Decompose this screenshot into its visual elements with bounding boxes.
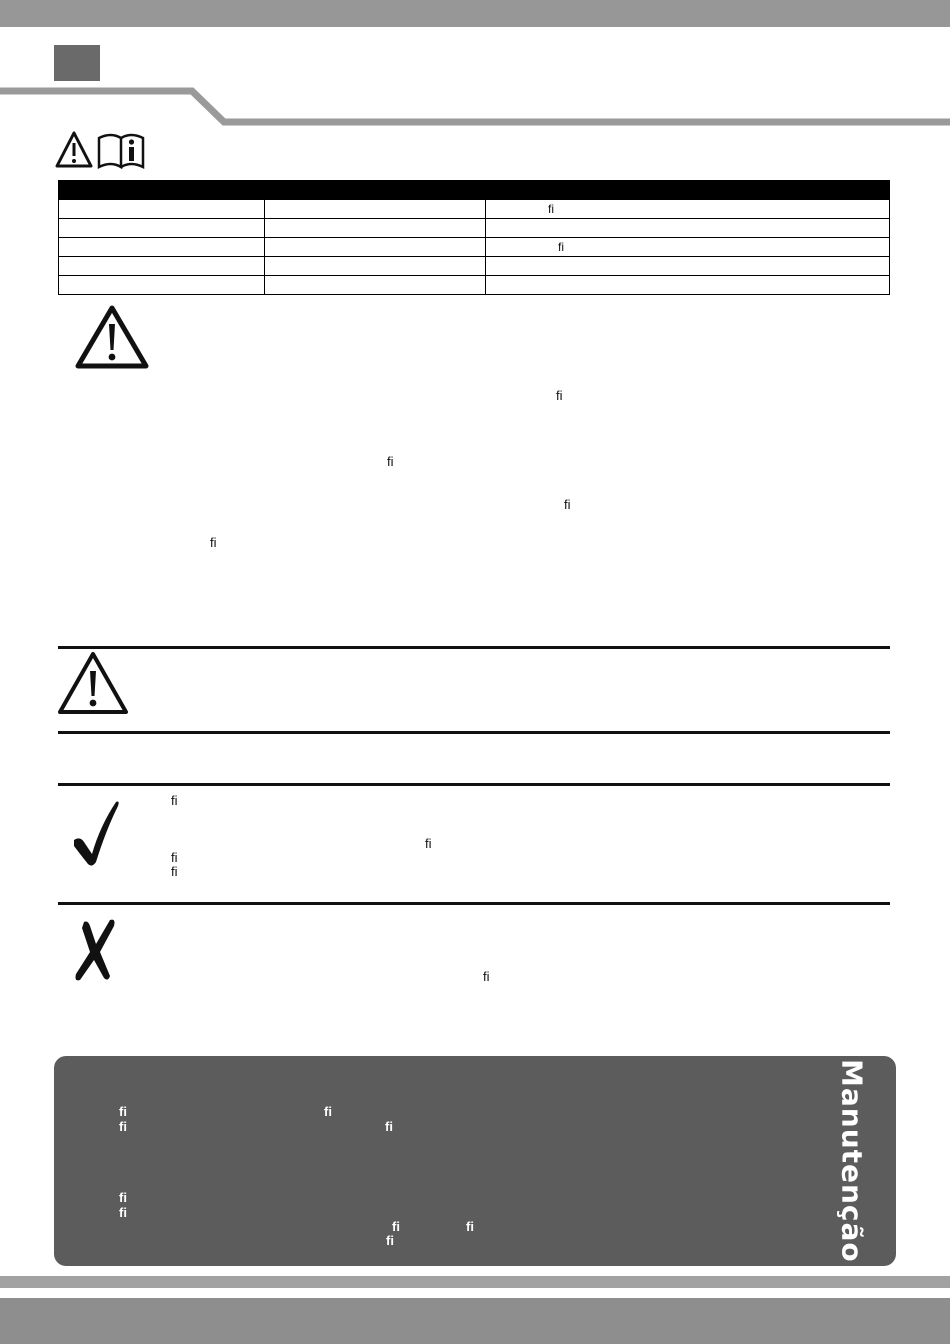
table-cell [265, 200, 486, 219]
text-fragment: fi [119, 1119, 127, 1134]
spec-table [58, 180, 890, 295]
table-cell [486, 276, 890, 295]
table-cell [59, 200, 265, 219]
section-divider [58, 902, 890, 905]
table-cell [265, 219, 486, 238]
header-cell [486, 181, 890, 200]
text-fragment: fi [210, 535, 217, 550]
table-cell [486, 238, 890, 257]
text-fragment: fi [425, 836, 432, 851]
table-cell [265, 257, 486, 276]
table-row [59, 276, 890, 295]
table-header-row [59, 181, 890, 200]
header-cell [265, 181, 486, 200]
section-divider [58, 646, 890, 649]
cross-icon [70, 916, 122, 984]
text-fragment: fi [564, 497, 571, 512]
table-cell [265, 276, 486, 295]
top-band [0, 0, 950, 27]
table-cell [486, 219, 890, 238]
section-tab [812, 1059, 892, 1263]
section-divider [58, 783, 890, 786]
text-fragment: fi [386, 1233, 394, 1248]
table-row [59, 238, 890, 257]
table-row [59, 200, 890, 219]
section-divider [58, 731, 890, 734]
table-cell [265, 238, 486, 257]
text-fragment: fi [171, 850, 178, 865]
safety-icons [55, 130, 147, 170]
text-fragment: fi [119, 1205, 127, 1220]
section-marker [54, 45, 100, 81]
text-fragment: fi [387, 454, 394, 469]
text-fragment: fi [324, 1104, 332, 1119]
warning-icon [74, 304, 150, 370]
maintenance-panel [54, 1056, 896, 1266]
section-title: Manutenção [835, 1059, 869, 1263]
footer-band [0, 1298, 950, 1344]
table-row [59, 219, 890, 238]
header-divider [0, 82, 950, 132]
table-cell [59, 219, 265, 238]
cell-text: fi [548, 202, 554, 216]
table-row [59, 257, 890, 276]
text-fragment: fi [119, 1190, 127, 1205]
text-fragment: fi [483, 969, 490, 984]
text-fragment: fi [392, 1219, 400, 1234]
table-cell [486, 257, 890, 276]
text-fragment: fi [119, 1104, 127, 1119]
text-fragment: fi [385, 1119, 393, 1134]
footer-band [0, 1276, 950, 1288]
cell-text: fi [558, 240, 564, 254]
warning-icon [56, 650, 130, 716]
table-cell [59, 257, 265, 276]
manual-info-icon [99, 135, 143, 167]
text-fragment: fi [466, 1219, 474, 1234]
check-icon [70, 796, 122, 868]
text-fragment: fi [171, 793, 178, 808]
text-fragment: fi [556, 388, 563, 403]
table-cell [59, 238, 265, 257]
table-cell [486, 200, 890, 219]
warning-icon [57, 133, 91, 166]
table-cell [59, 276, 265, 295]
text-fragment: fi [171, 864, 178, 879]
header-cell [59, 181, 265, 200]
